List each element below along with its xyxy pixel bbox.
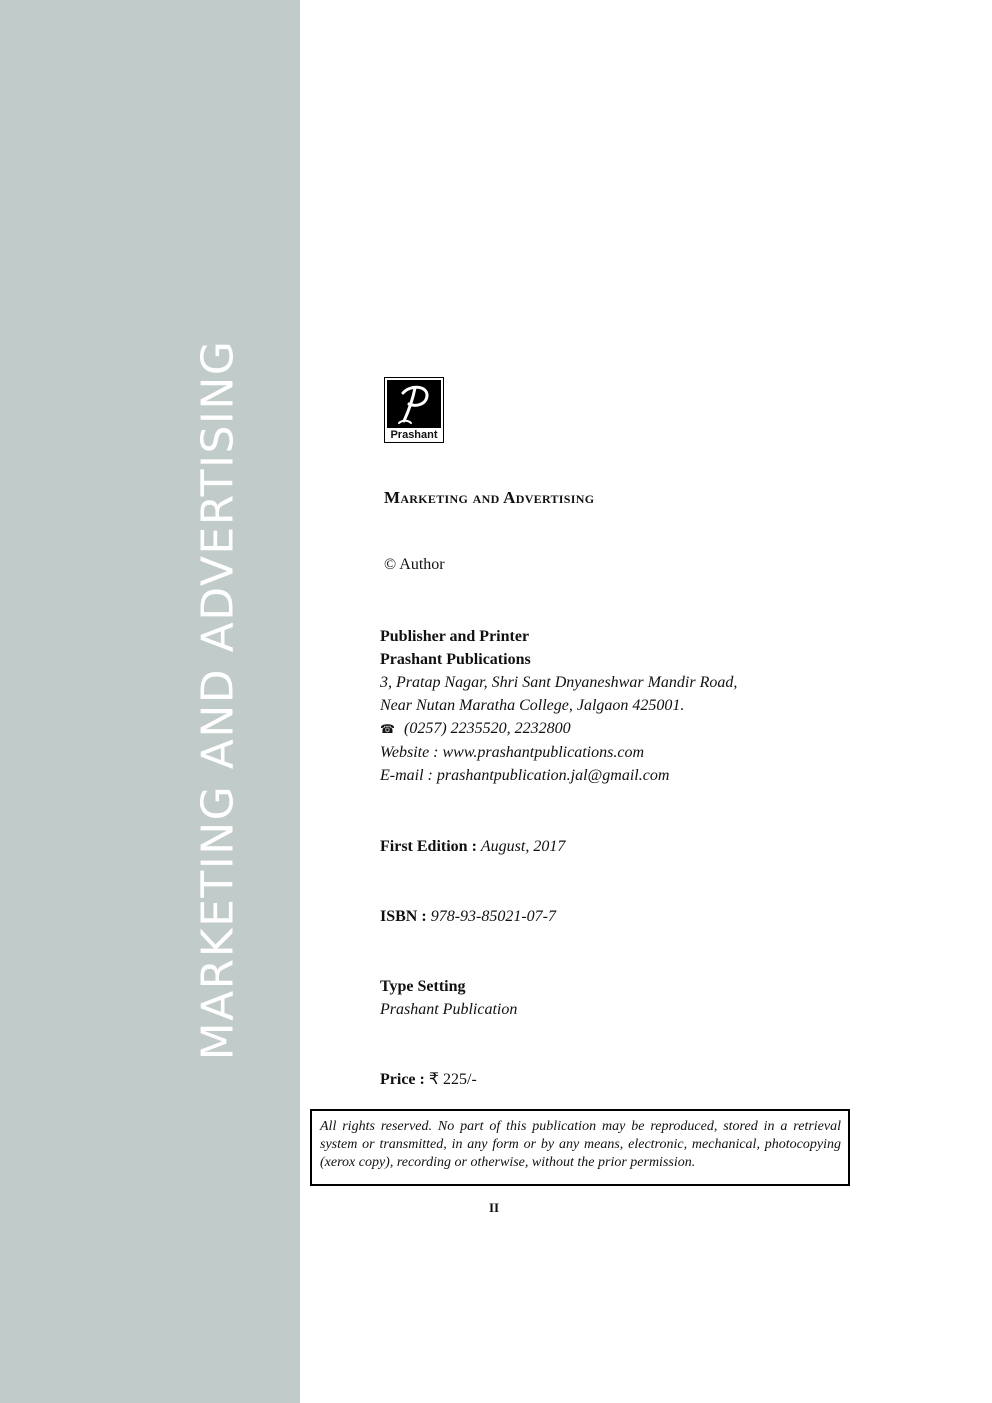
spine-title: MARKETING AND ADVERTISING: [192, 339, 244, 1061]
edition-line: [380, 835, 565, 858]
copyright-line: © Author: [384, 556, 445, 573]
typesetting-value: Prashant Publication: [380, 1001, 518, 1018]
address-line-1: 3, Pratap Nagar, Shri Sant Dnyaneshwar Mandir Road,: [380, 674, 738, 691]
edition-label: First Edition :: [380, 838, 477, 855]
typesetting-block: [380, 975, 517, 1021]
isbn-value: 978-93-85021-07-7: [430, 908, 556, 925]
address-line-2: Near Nutan Maratha College, Jalgaon 425001.: [380, 697, 685, 714]
publisher-heading: Publisher and Printer: [380, 628, 530, 645]
price-line: [380, 1068, 477, 1091]
price-value: ₹ 225/-: [428, 1071, 477, 1088]
stylized-p-logo-icon: [387, 380, 441, 428]
logo-text: Prashant: [390, 429, 438, 441]
phone-line: [380, 717, 737, 741]
publisher-block: [380, 625, 737, 787]
rights-notice-text: All rights reserved. No part of this publication may be reproduced, stored in a retrieval system or transmitted, in any form or by any means, electronic, mechanical, photocopying (xerox copy), recording or otherwise, without the prior permission.: [320, 1119, 841, 1170]
rights-notice-box: [310, 1109, 850, 1186]
phone-icon: ☎: [380, 722, 395, 736]
price-label: Price :: [380, 1071, 425, 1088]
cover-spine: [0, 0, 300, 1403]
page-number: II: [489, 1200, 500, 1215]
isbn-label: ISBN :: [380, 908, 427, 925]
website-line: Website : www.prashantpublications.com: [380, 744, 644, 761]
email-line: E-mail : prashantpublication.jal@gmail.com: [380, 767, 670, 784]
edition-value: August, 2017: [480, 838, 566, 855]
publisher-logo: [384, 377, 444, 443]
isbn-line: [380, 905, 556, 928]
typesetting-heading: Type Setting: [380, 978, 466, 995]
publisher-name: Prashant Publications: [380, 651, 531, 668]
book-title: Marketing and Advertising: [384, 488, 595, 507]
phone-numbers: (0257) 2235520, 2232800: [404, 720, 571, 737]
